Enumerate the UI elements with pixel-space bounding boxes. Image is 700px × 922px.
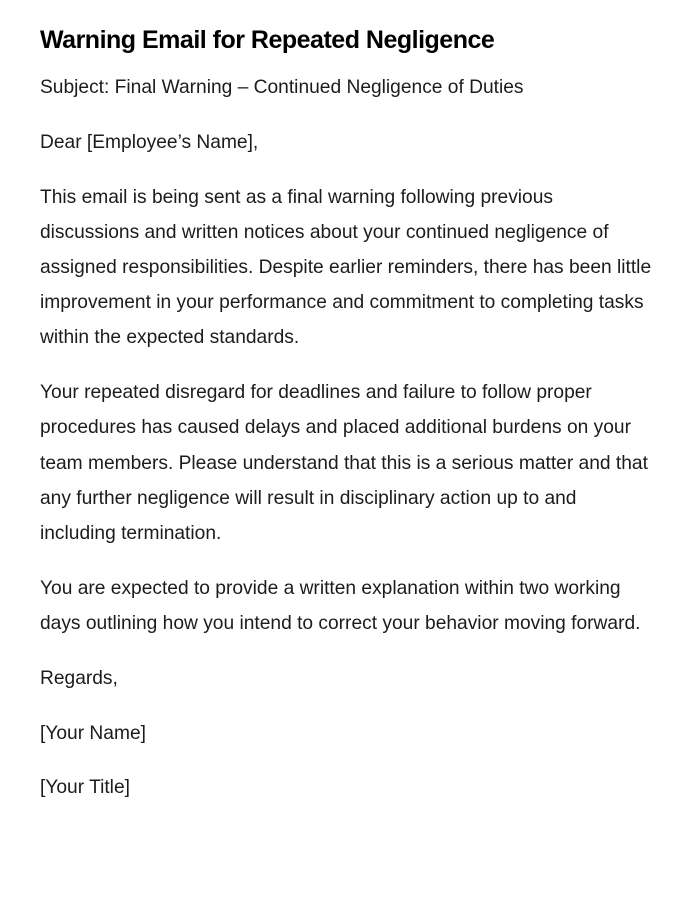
email-document (40, 22, 652, 825)
sender-name: [Your Name] (40, 722, 146, 744)
document-title: Warning Email for Repeated Negligence (40, 26, 495, 54)
sender-title: [Your Title] (40, 777, 130, 799)
body-paragraph-1: This email is being sent as a final warning following previous discussions and written notices about your continued negligence of assigned responsibilities. Despite earlier reminders, there has been little improvement in your performance and commitment to completing tasks within the expected standards. (40, 186, 652, 349)
body-paragraph-3: You are expected to provide a written explanation within two working days outlining how you intend to correct your behavior moving forward. (40, 577, 641, 635)
email-subject: Subject: Final Warning – Continued Negligence of Duties (40, 77, 524, 98)
closing: Regards, (40, 667, 118, 689)
salutation: Dear [Employee’s Name], (40, 131, 259, 153)
body-paragraph-2: Your repeated disregard for deadlines and failure to follow proper procedures has caused delays and placed additional burdens on your team members. Please understand that this is a serious matter and that any further negligence will result in disciplinary action up to and including termination. (40, 382, 648, 545)
